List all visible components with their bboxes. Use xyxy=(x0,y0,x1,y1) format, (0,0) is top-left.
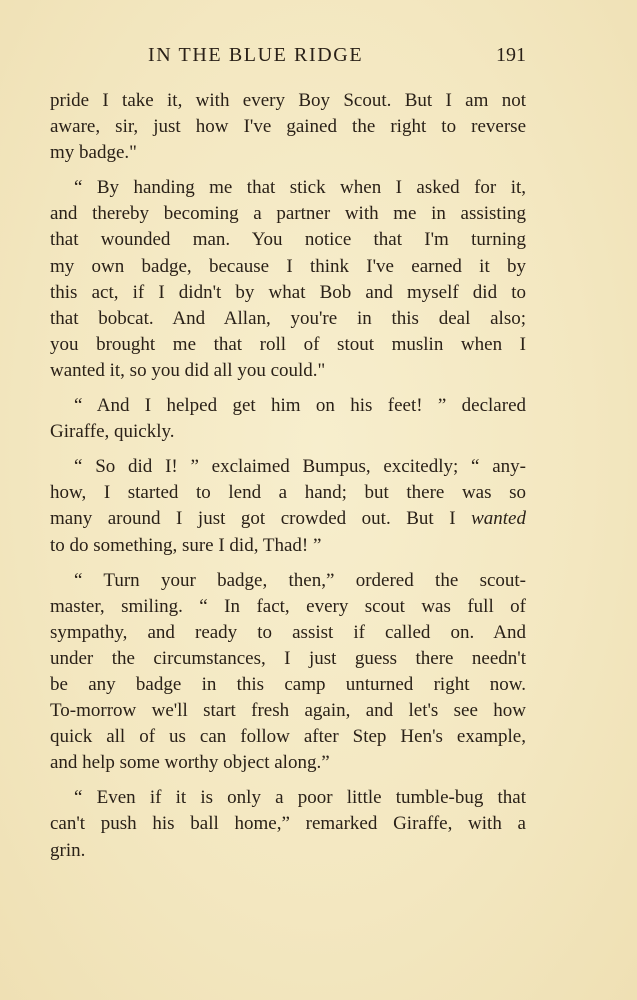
paragraph-1 xyxy=(50,88,526,166)
text-line xyxy=(50,506,526,532)
text-line: to do something, sure I did, Thad! ” xyxy=(50,534,322,556)
text-line: “ So did I! ” exclaimed Bumpus, excitedly; “ any- xyxy=(74,456,526,478)
running-title: IN THE BLUE RIDGE xyxy=(148,44,364,66)
text-line: how, I started to lend a hand; but there was so xyxy=(50,482,526,504)
text-line: you brought me that roll of stout muslin when I xyxy=(50,333,526,355)
emphasized-word: wanted xyxy=(471,508,526,530)
paragraph-2 xyxy=(50,175,526,384)
paragraph-3 xyxy=(50,393,526,445)
text-line: aware, sir, just how I've gained the right to reverse xyxy=(50,116,526,138)
text-line: To-morrow we'll start fresh again, and let's see how xyxy=(50,700,526,722)
paragraph-6 xyxy=(50,785,526,863)
text-line: grin. xyxy=(50,839,86,861)
text-line: wanted it, so you did all you could." xyxy=(50,359,326,381)
text-line: can't push his ball home,” remarked Giraffe, with a xyxy=(50,813,526,835)
text-line: sympathy, and ready to assist if called on. And xyxy=(50,621,526,643)
text-line: “ By handing me that stick when I asked for it, xyxy=(74,177,526,199)
text-line: and thereby becoming a partner with me in assisting xyxy=(50,203,526,225)
text-line: and help some worthy object along.” xyxy=(50,752,330,774)
text-line: Giraffe, quickly. xyxy=(50,421,175,443)
text-line: that bobcat. And Allan, you're in this deal also; xyxy=(50,307,526,329)
page-number: 191 xyxy=(496,44,526,66)
paragraph-5 xyxy=(50,568,526,777)
text-line: this act, if I didn't by what Bob and myself did to xyxy=(50,281,526,303)
text-line: quick all of us can follow after Step Hen's example, xyxy=(50,726,526,748)
text-line: pride I take it, with every Boy Scout. But I am not xyxy=(50,90,526,111)
text-line: be any badge in this camp unturned right now. xyxy=(50,673,526,695)
text-line: my own badge, because I think I've earned it by xyxy=(50,255,526,277)
text-line: master, smiling. “ In fact, every scout was full of xyxy=(50,595,526,617)
paragraph-4 xyxy=(50,454,526,558)
text-line: “ Turn your badge, then,” ordered the scout- xyxy=(74,569,526,591)
text-line: under the circumstances, I just guess there needn't xyxy=(50,647,526,669)
body-text xyxy=(50,88,526,873)
running-head xyxy=(50,40,526,70)
text-line: that wounded man. You notice that I'm turning xyxy=(50,229,526,251)
text-line: “ Even if it is only a poor little tumble-bug that xyxy=(74,787,526,809)
text-line: my badge." xyxy=(50,142,137,164)
text-line: “ And I helped get him on his feet! ” declared xyxy=(74,395,526,417)
text-segment: many around I just got crowded out. But I xyxy=(50,508,456,530)
